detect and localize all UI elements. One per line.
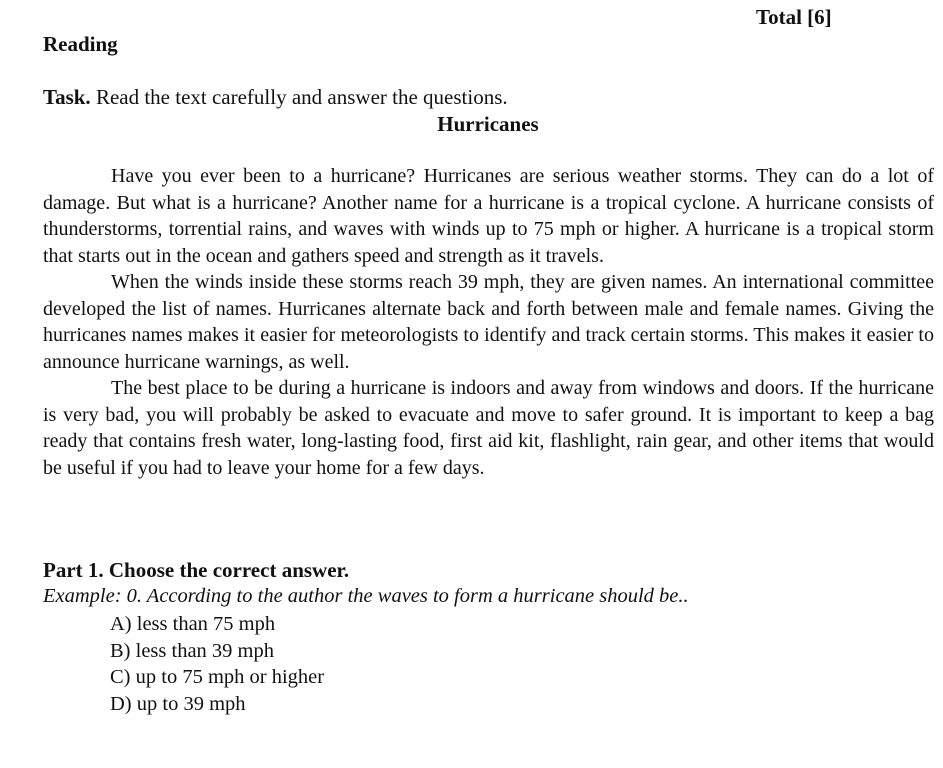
example-question: Example: 0. According to the author the waves to form a hurricane should be.. (43, 585, 689, 607)
answer-option: C) up to 75 mph or higher (110, 666, 325, 688)
answer-option: B) less than 39 mph (110, 639, 274, 662)
passage-paragraph: When the winds inside these storms reach 39 mph, they are given names. An international committee developed the list of names. Hurricanes alternate back and forth between male and female names. Giving the hurricanes names makes it easier for meteorologists to identify and track certain storms. This makes it easier to announce hurricane warnings, as well. (43, 271, 934, 373)
answer-option: A) less than 75 mph (110, 613, 276, 635)
answer-options (110, 611, 324, 717)
reading-passage (43, 163, 934, 481)
part-title: Part 1. Choose the correct answer. (43, 558, 350, 582)
task-label: Task. (43, 85, 91, 109)
passage-paragraph: Have you ever been to a hurricane? Hurricanes are serious weather storms. They can do a lot of damage. But what is a hurricane? Another name for a hurricane is a tropical cyclone. A hurricane consists of thunderstorms, torrential rains, and waves with winds up to 75 mph or higher. A hurricane is a tropical storm that starts out in the ocean and gathers speed and strength as it travels. (43, 165, 934, 267)
task-text: Read the text carefully and answer the questions. (90, 85, 508, 109)
section-title: Reading (43, 32, 118, 56)
answer-option: D) up to 39 mph (110, 692, 246, 715)
total-score: Total [6] (756, 5, 832, 29)
task-instruction (43, 85, 508, 110)
passage-paragraph: The best place to be during a hurricane is indoors and away from windows and doors. If the hurricane is very bad, you will probably be asked to evacuate and move to safer ground. It is important to keep a bag ready that contains fresh water, long-lasting food, first aid kit, flashlight, rain gear, and other items that would be useful if you had to leave your home for a few days. (43, 377, 934, 479)
text-title: Hurricanes (437, 112, 539, 136)
